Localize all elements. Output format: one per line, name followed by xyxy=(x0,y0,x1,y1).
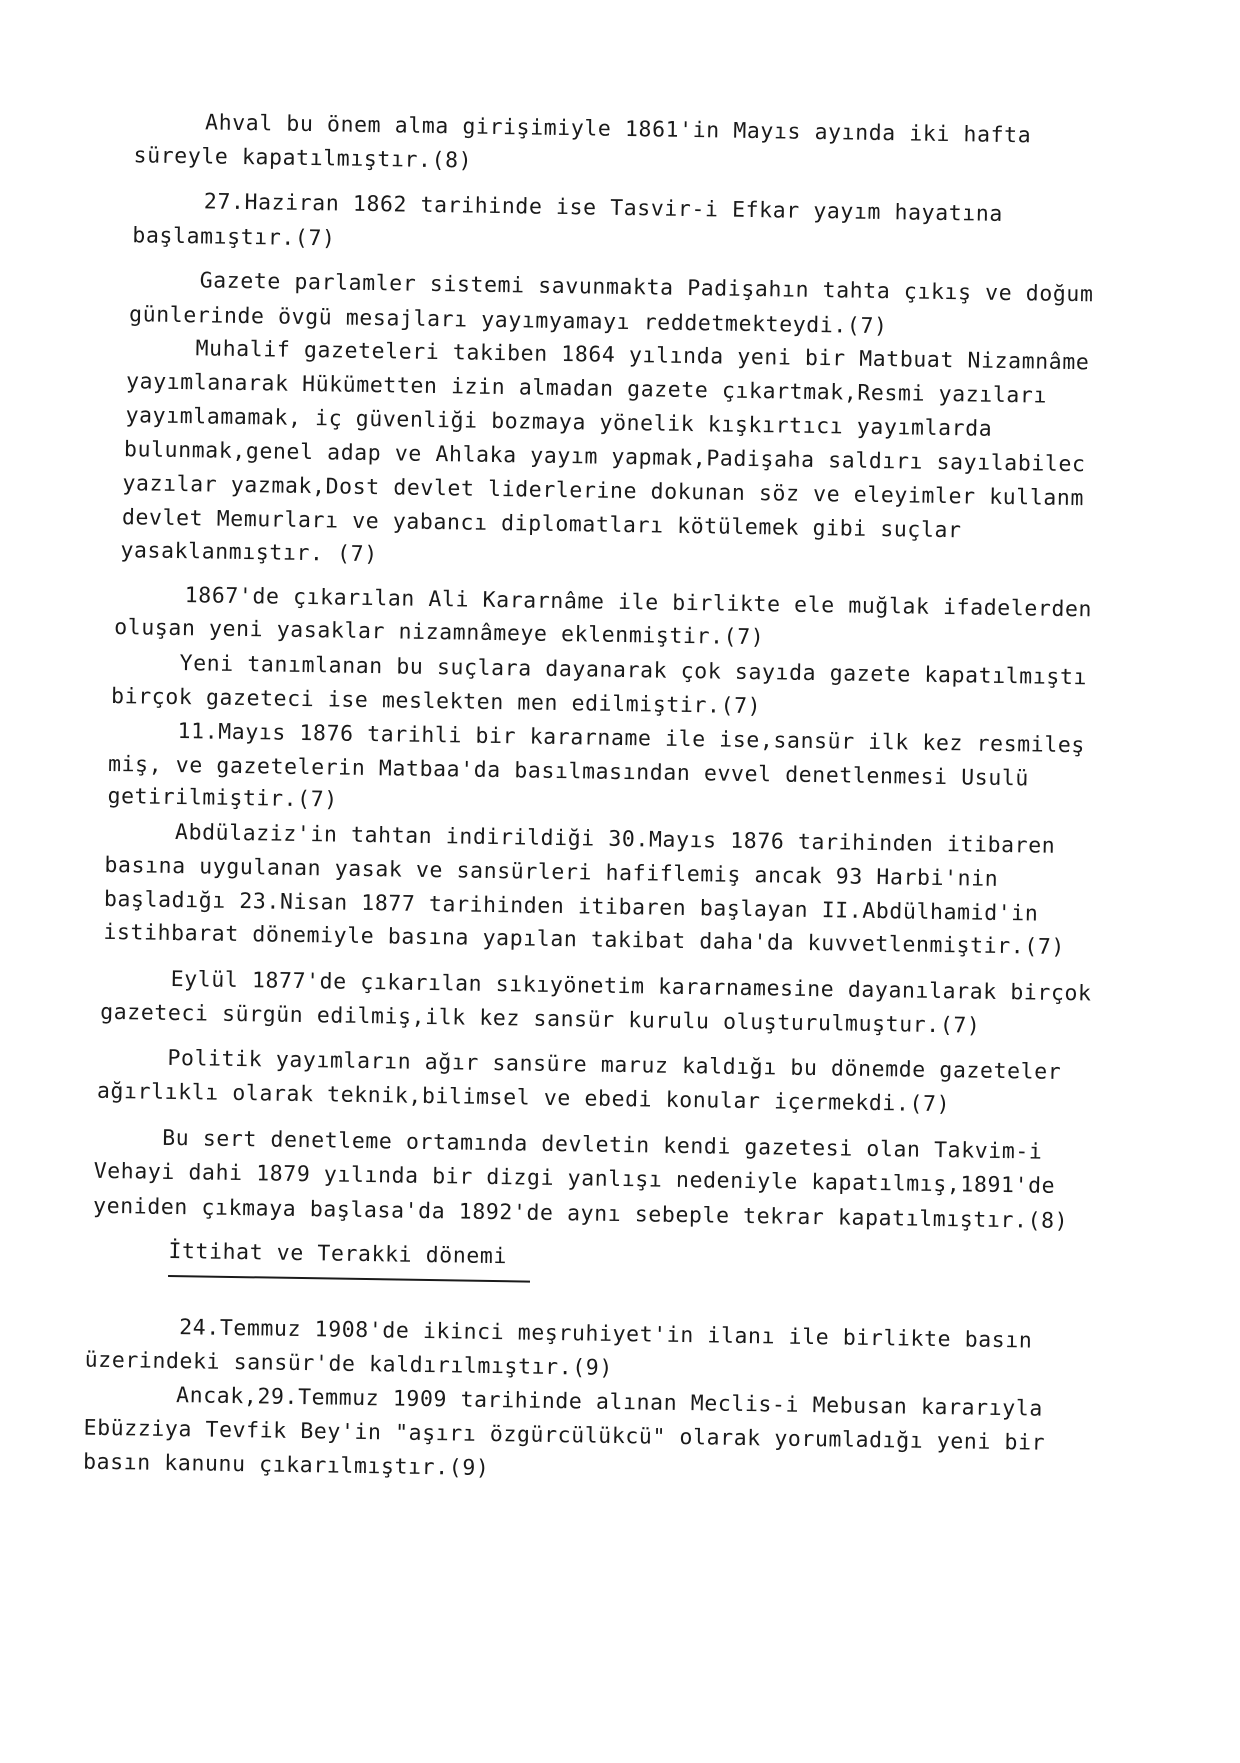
text-line: Yeni tanımlanan bu suçlara dayanarak çok sayıda gazete kapatılmıştı xyxy=(179,651,1088,691)
text-line: yayımlanarak Hükümetten izin almadan gazete çıkartmak,Resmi yazıları xyxy=(125,369,1048,409)
text-line: basın kanunu çıkarılmıştır.(9) xyxy=(82,1449,490,1482)
text-line: yayımlamamak, iç güvenliği bozmaya yönelik kışkırtıcı yayımlarda xyxy=(125,403,993,442)
text-line: 24.Temmuz 1908'de ikinci meşruhiyet'in ilanı ile birlikte basın xyxy=(179,1315,1033,1354)
text-line: Vehayi dahi 1879 yılında bir dizgi yanlışı nedeniyle kapatılmış,1891'de xyxy=(93,1158,1056,1199)
text-line: Politik yayımların ağır sansüre maruz kaldığı bu dönemde gazeteler xyxy=(167,1045,1062,1085)
text-line: Abdülaziz'in tahtan indirildiği 30.Mayıs 1876 tarihinden itibaren xyxy=(174,820,1056,859)
text-line: miş, ve gazetelerin Matbaa'da basılmasından evvel denetlenmesi Usulü xyxy=(107,751,1030,792)
text-line: birçok gazeteci ise meslekten men edilmiştir.(7) xyxy=(110,683,762,720)
heading-underline xyxy=(168,1275,530,1283)
text-line: 1867'de çıkarılan Ali Kararnâme ile birlikte ele muğlak ifadelerden xyxy=(184,583,1093,623)
text-line: gazeteci sürgün edilmiş,ilk kez sansür kurulu oluşturulmuştur.(7) xyxy=(99,999,981,1039)
text-line: 11.Mayıs 1876 tarihli bir kararname ile ise,sansür ilk kez resmileş xyxy=(177,719,1086,759)
text-line: 27.Haziran 1862 tarihinde ise Tasvir-i Efkar yayım hayatına xyxy=(203,189,1004,227)
text-line: yasaklanmıştır. (7) xyxy=(120,538,378,568)
text-line: yeniden çıkmaya başlasa'da 1892'de aynı sebeple tekrar kapatılmıştır.(8) xyxy=(92,1193,1069,1235)
text-line: süreyle kapatılmıştır.(8) xyxy=(133,143,473,174)
text-line: bulunmak,genel adap ve Ahlaka yayım yapmak,Padişaha saldırı sayılabilec xyxy=(123,437,1086,478)
section-heading: İttihat ve Terakki dönemi xyxy=(168,1238,508,1270)
text-line: Eylül 1877'de çıkarılan sıkıyönetim kararnamesine dayanılarak birçok xyxy=(170,966,1092,1007)
text-line: ağırlıklı olarak teknik,bilimsel ve ebedi konular içermekdi.(7) xyxy=(96,1078,951,1118)
text-line: Ahval bu önem alma girişimiyle 1861'in Mayıs ayında iki hafta xyxy=(204,110,1032,149)
text-line: Gazete parlamler sistemi savunmakta Padişahın tahta çıkış ve doğum xyxy=(199,268,1094,308)
text-line: basına uygulanan yasak ve sansürleri hafiflemiş ancak 93 Harbi'nin xyxy=(104,852,999,892)
text-line: istihbarat dönemiyle basına yapılan takibat daha'da kuvvetlenmiştir.(7) xyxy=(103,919,1066,960)
text-line: Ebüzziya Tevfik Bey'in "aşırı özgürcülükcü" olarak yorumladığı yeni bir xyxy=(83,1415,1046,1456)
text-line: Muhalif gazeteleri takiben 1864 yılında yeni bir Matbuat Nizamnâme xyxy=(195,336,1090,376)
text-line: başlamıştır.(7) xyxy=(132,223,336,252)
text-line: başladığı 23.Nisan 1877 tarihinden itibaren başlayan II.Abdülhamid'in xyxy=(103,886,1039,927)
text-line: oluşan yeni yasaklar nizamnâmeye eklenmiştir.(7) xyxy=(114,615,765,651)
text-line: Ancak,29.Temmuz 1909 tarihinde alınan Meclis-i Mebusan kararıyla xyxy=(175,1383,1044,1422)
text-line: üzerindeki sansür'de kaldırılmıştır.(9) xyxy=(84,1347,614,1381)
text-line: günlerinde övgü mesajları yayımyamayı reddetmekteydi.(7) xyxy=(128,302,888,340)
text-line: getirilmiştir.(7) xyxy=(107,783,338,813)
text-line: yazılar yazmak,Dost devlet liderlerine dokunan söz ve eleyimler kullanm xyxy=(122,471,1085,512)
text-line: devlet Memurları ve yabancı diplomatları kötülemek gibi suçlar xyxy=(121,505,962,544)
text-line: Bu sert denetleme ortamında devletin kendi gazetesi olan Takvim-i xyxy=(162,1125,1043,1165)
